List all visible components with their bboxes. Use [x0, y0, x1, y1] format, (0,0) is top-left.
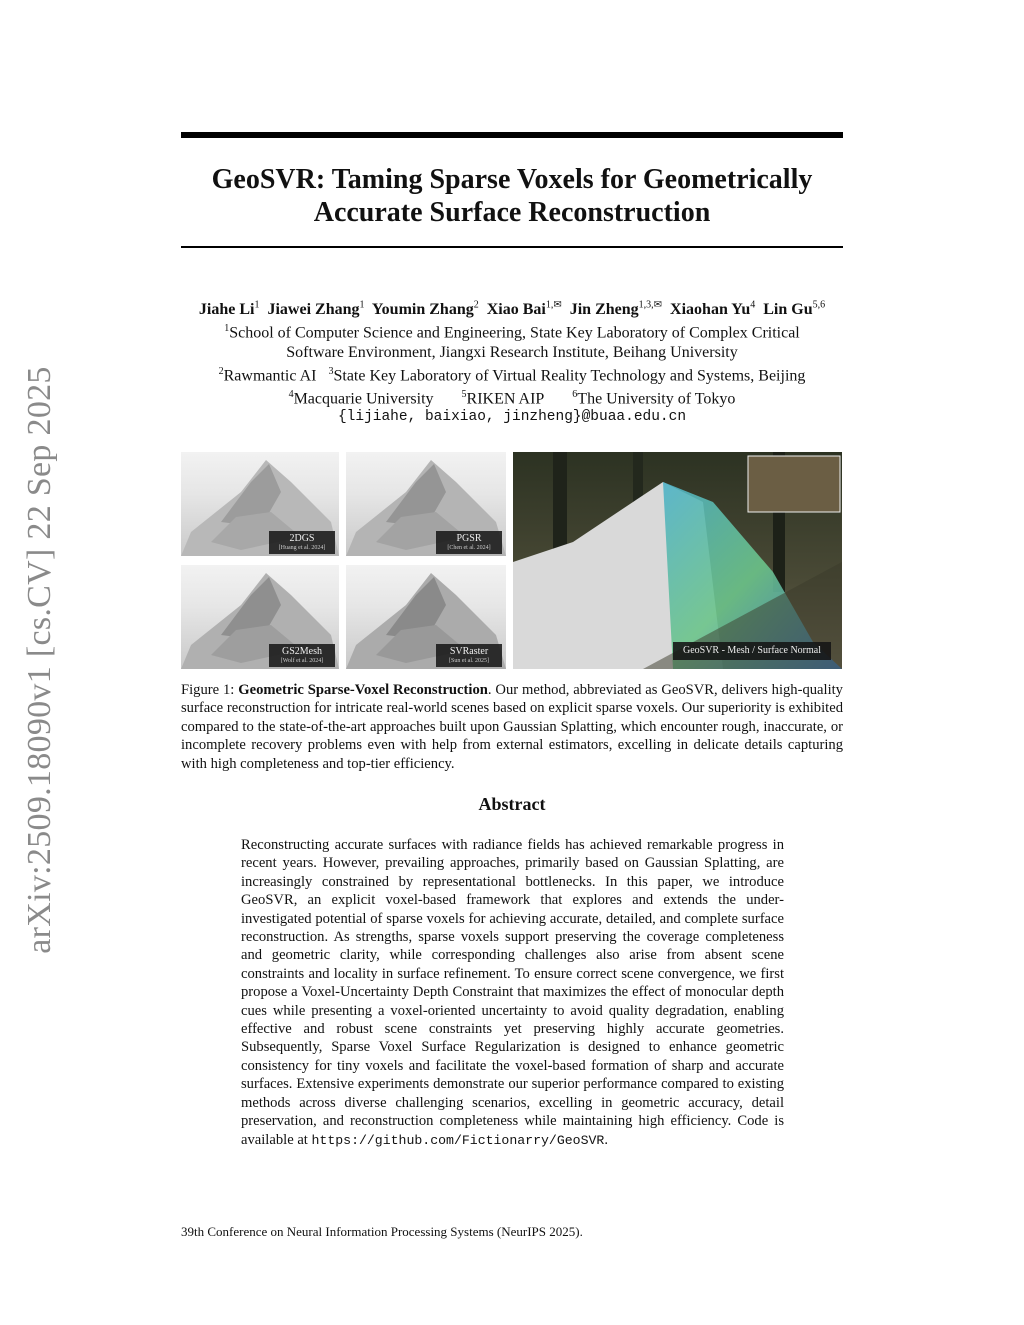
affiliation-1: $^1$School of Computer Science and Engineering, State Key Laboratory of Complex Critical [224, 323, 800, 342]
author: Youmin Zhang$^2$ [371, 300, 479, 319]
author-list [120, 296, 904, 319]
panel-pgsr [346, 452, 506, 556]
code-link[interactable]: https://github.com/Fictionarry/GeoSVR [311, 1132, 605, 1148]
panel-label: GS2Mesh [Wolf et al. 2024] [269, 644, 335, 667]
panel-gs2mesh [181, 565, 339, 669]
title-top-rule [181, 132, 843, 138]
panel-label: 2DGS [Huang et al. 2024] [269, 531, 335, 554]
title-line-2: Accurate Surface Reconstruction [313, 197, 711, 228]
figure-caption: Figure 1: Geometric Sparse-Voxel Reconstruction. Our method, abbreviated as GeoSVR, delivers high-quality surface reconstruction for intricate real-world scenes based on explicit sparse voxels. Our superiority is exhibited compared to the state-of-the-art approaches built upon Gaussian Splatting, which encounter rough, inaccurate, or incomplete recovery problems even with help from external estimators, excelling in delicate details capturing with high completeness and top-tier efficiency. [181, 682, 843, 772]
conference-footnote: 39th Conference on Neural Information Processing Systems (NeurIPS 2025). [181, 1224, 583, 1239]
author-email: {lijiahe, baixiao, jinzheng}@buaa.edu.cn [337, 409, 687, 426]
author: Jin Zheng$^{1,3,✉}$ [569, 300, 663, 319]
author: Jiawei Zhang$^1$ [267, 300, 365, 319]
affiliation-1-cont: Software Environment, Jiangxi Research Institute, Beihang University [286, 343, 738, 361]
author: Xiaohan Yu$^4$ [670, 300, 756, 319]
geosvr-label: GeoSVR - Mesh / Surface Normal [673, 642, 831, 660]
affiliation-4-5-6: $^4$Macquarie University $^5$RIKEN AIP $^6$The University of Tokyo [288, 388, 736, 408]
panel-label: PGSR [Chen et al. 2024] [436, 531, 502, 554]
affiliation-2-3: $^2$Rawmantic AI $^3$State Key Laboratory of Virtual Reality Technology and Systems, Beijing [218, 365, 806, 384]
abstract-body: Reconstructing accurate surfaces with radiance fields has achieved remarkable progress in recent years. However, prevailing approaches, primarily based on Gaussian Splatting, are increasingly constrained by representational bottlenecks. In this paper, we introduce GeoSVR, an explicit voxel-based framework that explores and extends the under-investigated potential of sparse voxels for achieving accurate, detailed, and complete surface reconstruction. As strengths, sparse voxels support preserving the coverage completeness and geometric clarity, while corresponding challenges also arise from absent scene constraints and locality in surface refinement. To ensure correct scene convergence, we first propose a Voxel-Uncertainty Depth Constraint that maximizes the effect of monocular depth cues while presenting a voxel-oriented uncertainty to avoid quality degradation, enabling effective and robust scene constraints yet preserving highly accurate geometries. Subsequently, Sparse Voxel Surface Regularization is designed to enhance geometric consistency for tiny voxels and facilitate the voxel-based formation of sharp and accurate surfaces. Extensive experiments demonstrate our superior performance compared to existing methods across diverse challenging scenarios, excelling in geometric accuracy, detail preservation, and reconstruction completeness while maintaining high efficiency. Code is available at https://github.com/Fictionarry/GeoSVR. [241, 837, 784, 1148]
panel-svraster [346, 565, 506, 669]
arxiv-sidebar [0, 0, 80, 1325]
author: Xiao Bai$^{1,✉}$ [486, 300, 562, 319]
abstract-heading: Abstract [478, 794, 546, 814]
author: Jiahe Li$^1$ [198, 300, 260, 319]
panel-label: SVRaster [Sun et al. 2025] [436, 644, 502, 667]
panel-geosvr [513, 452, 842, 669]
title-line-1: GeoSVR: Taming Sparse Voxels for Geometrically [211, 164, 813, 195]
author-block [120, 296, 904, 427]
author: Lin Gu$^{5,6}$ [763, 300, 826, 319]
paper-title [181, 163, 843, 229]
title-bottom-rule [181, 246, 843, 248]
geosvr-render-icon [513, 452, 842, 669]
arxiv-id: arXiv:2509.18090v1 [cs.CV] 22 Sep 2025 [21, 366, 58, 954]
panel-2dgs [181, 452, 339, 556]
